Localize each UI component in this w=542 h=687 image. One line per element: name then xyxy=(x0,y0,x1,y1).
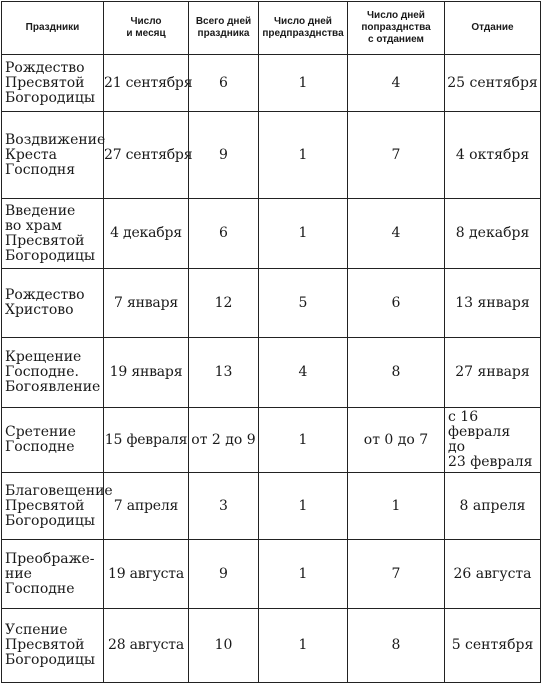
holiday-date: 28 августа xyxy=(104,609,189,683)
total-days: 6 xyxy=(189,199,259,269)
total-days: от 2 до 9 xyxy=(189,408,259,473)
table-row xyxy=(2,473,541,540)
holiday-name: Сретение Господне xyxy=(2,408,104,473)
total-days: 9 xyxy=(189,540,259,609)
holiday-name: Рождество Христово xyxy=(2,269,104,338)
afterfeast-days: 7 xyxy=(348,540,445,609)
leavetaking-date: 25 сентября xyxy=(445,55,541,112)
leavetaking-date: с 16 февраля до 23 февраля xyxy=(445,408,541,473)
total-days: 3 xyxy=(189,473,259,540)
holiday-name: Рождество Пресвятой Богородицы xyxy=(2,55,104,112)
header-afterfeast-days: Число дней попразднства с отданием xyxy=(348,2,445,55)
header-forefeast-days: Число дней предпразднства xyxy=(259,2,348,55)
afterfeast-days: 8 xyxy=(348,338,445,408)
forefeast-days: 1 xyxy=(259,473,348,540)
afterfeast-days: 1 xyxy=(348,473,445,540)
table-row xyxy=(2,408,541,473)
holiday-name: Воздвижение Креста Господня xyxy=(2,112,104,199)
table-row xyxy=(2,55,541,112)
holiday-date: 7 января xyxy=(104,269,189,338)
holiday-date: 21 сентября xyxy=(104,55,189,112)
forefeast-days: 1 xyxy=(259,199,348,269)
leavetaking-date: 8 декабря xyxy=(445,199,541,269)
afterfeast-days: 7 xyxy=(348,112,445,199)
header-date: Число и месяц xyxy=(104,2,189,55)
holiday-date: 19 августа xyxy=(104,540,189,609)
holiday-date: 15 февраля xyxy=(104,408,189,473)
leavetaking-date: 5 сентября xyxy=(445,609,541,683)
leavetaking-date: 13 января xyxy=(445,269,541,338)
holiday-date: 19 января xyxy=(104,338,189,408)
table-row xyxy=(2,540,541,609)
forefeast-days: 1 xyxy=(259,112,348,199)
total-days: 12 xyxy=(189,269,259,338)
total-days: 9 xyxy=(189,112,259,199)
header-holiday: Праздники xyxy=(2,2,104,55)
holiday-date: 27 сентября xyxy=(104,112,189,199)
holiday-date: 4 декабря xyxy=(104,199,189,269)
table-row xyxy=(2,609,541,683)
leavetaking-date: 8 апреля xyxy=(445,473,541,540)
holiday-date: 7 апреля xyxy=(104,473,189,540)
holiday-name: Крещение Господне. Богоявление xyxy=(2,338,104,408)
total-days: 13 xyxy=(189,338,259,408)
header-total-days: Всего дней праздника xyxy=(189,2,259,55)
feasts-table xyxy=(1,1,541,683)
leavetaking-date: 4 октября xyxy=(445,112,541,199)
leavetaking-date: 26 августа xyxy=(445,540,541,609)
afterfeast-days: 4 xyxy=(348,199,445,269)
header-row xyxy=(2,2,541,55)
afterfeast-days: 4 xyxy=(348,55,445,112)
afterfeast-days: 8 xyxy=(348,609,445,683)
header-leavetaking: Отдание xyxy=(445,2,541,55)
table-row xyxy=(2,112,541,199)
total-days: 6 xyxy=(189,55,259,112)
leavetaking-date: 27 января xyxy=(445,338,541,408)
holiday-name: Благовещение Пресвятой Богородицы xyxy=(2,473,104,540)
table-row xyxy=(2,199,541,269)
afterfeast-days: от 0 до 7 xyxy=(348,408,445,473)
forefeast-days: 5 xyxy=(259,269,348,338)
forefeast-days: 1 xyxy=(259,609,348,683)
total-days: 10 xyxy=(189,609,259,683)
forefeast-days: 4 xyxy=(259,338,348,408)
forefeast-days: 1 xyxy=(259,55,348,112)
holiday-name: Успение Пресвятой Богородицы xyxy=(2,609,104,683)
forefeast-days: 1 xyxy=(259,408,348,473)
table-row xyxy=(2,338,541,408)
table-row xyxy=(2,269,541,338)
afterfeast-days: 6 xyxy=(348,269,445,338)
forefeast-days: 1 xyxy=(259,540,348,609)
holiday-name: Преображе- ние Господне xyxy=(2,540,104,609)
holiday-name: Введение во храм Пресвятой Богородицы xyxy=(2,199,104,269)
